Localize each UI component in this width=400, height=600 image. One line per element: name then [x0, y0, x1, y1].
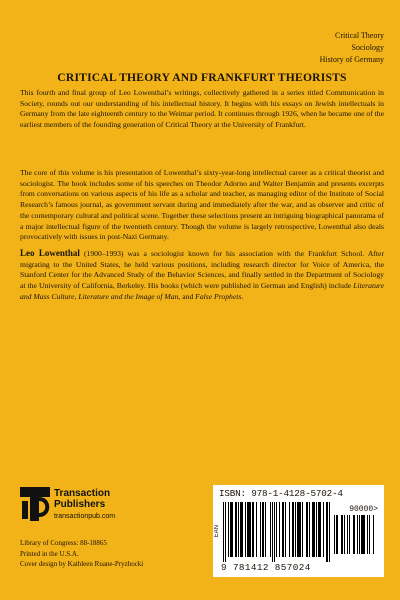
barcode-bar — [256, 502, 257, 557]
barcode-box — [213, 485, 384, 577]
barcode-bar — [225, 502, 226, 562]
description-paragraph: The core of this volume is his presentation of Lowenthal’s sixty-year-long intellectual career as a critical theorist and sociologist. The book includes some of his speeches on Theodor Adorno and Walter Benjamin and presents excerpts from conversations on various aspects of his life as a scholar and teacher, as managing editor of the Institute of Social Research’s famous journal, as government servant during and immediately after the war, and as observer and critic of the contemporary cultural and political scene. Together these selections present an intriguing biographical panorama of a major intellectual figure of the twentieth century. Though the volume is largely retrospective, Lowenthal also deals provocatively with issues in post-Nazi Germany. — [20, 168, 384, 242]
barcode-bar — [323, 502, 324, 557]
barcode-bar — [318, 502, 321, 557]
barcode-bar — [357, 515, 358, 554]
ean-label: EAN — [214, 525, 220, 538]
bio-separator: , and — [178, 291, 196, 301]
barcode-bar — [235, 502, 237, 557]
credit-line: Library of Congress: 88-18865 — [20, 539, 107, 547]
barcode-bar — [260, 502, 261, 557]
subject-categories — [320, 30, 384, 66]
book-title-ref: False Prophets — [195, 291, 242, 301]
barcode-bar — [295, 502, 296, 557]
barcode-bar — [223, 502, 224, 562]
barcode-bar — [228, 502, 229, 557]
barcode-bar — [238, 502, 239, 557]
barcode-bar — [359, 515, 360, 554]
credit-line: Printed in the U.S.A. — [20, 549, 79, 558]
book-title: CRITICAL THEORY AND FRANKFURT THEORISTS — [57, 71, 347, 84]
barcode-bar — [270, 502, 271, 557]
barcode-bar — [245, 502, 246, 557]
barcode-bar — [349, 515, 350, 554]
barcode-bar — [285, 502, 286, 557]
barcode-bar — [312, 502, 315, 557]
barcode-bar — [336, 515, 338, 554]
bio-end: . — [241, 291, 244, 301]
barcode-bar — [326, 502, 328, 562]
barcode-bar — [316, 502, 317, 557]
barcode-bar — [302, 502, 303, 557]
description-paragraph: This fourth and final group of Leo Lowenthal’s writings, collectively gathered in a series titled Communication in Society, rounds out our understanding of his intellectual history. It begins with his essays on Jewish intellectuals in Germany from the late eighteenth century to the Weimar period. It continues through 1926, when he became one of the earliest members of the founding generation of Critical Theory at the University of Frankfurt. — [20, 88, 384, 130]
addon-barcode — [334, 515, 378, 559]
barcode-bar — [265, 502, 266, 557]
author-name: Leo Lowenthal — [20, 248, 80, 258]
publisher-name-line2: Publishers — [54, 499, 106, 510]
barcode-bar — [329, 502, 330, 562]
publisher-name-line1: Transaction — [54, 488, 111, 499]
bio-separator: , — [74, 291, 79, 301]
barcode-bar — [262, 502, 264, 557]
barcode-bar — [309, 502, 310, 557]
subject-item: History of Germany — [319, 55, 384, 64]
barcode-bar — [344, 515, 345, 554]
barcode-bar — [274, 502, 275, 562]
book-title-ref: Literature and the Image of Man — [78, 291, 179, 301]
barcode-bar — [252, 502, 254, 557]
bio-text: (1900–1993) was a sociologist known for his association with the Frankfurt School. After migrating to the United States, he held various positions, including research director for Voice of America, the Stanford Center for the Advanced Study of the Behavior Sciences, and finally settled in the Department of Sociology at the University of California, Berkeley. His books (which were published in German and English) include — [20, 249, 384, 291]
barcode-bar — [240, 502, 243, 557]
barcode-bar — [361, 515, 365, 554]
ean-barcode — [223, 502, 335, 562]
subject-item: Sociology — [351, 43, 384, 52]
isbn-label: ISBN: 978-1-4128-5702-4 — [219, 488, 343, 499]
barcode-bar — [247, 502, 251, 557]
barcode-bar — [334, 515, 335, 554]
barcode-bar — [369, 515, 370, 554]
barcode-bar — [279, 502, 280, 557]
subject-item: Critical Theory — [335, 31, 384, 40]
barcode-bar — [353, 515, 355, 554]
barcode-bar — [272, 502, 273, 562]
transaction-logo-icon — [20, 487, 50, 523]
publisher-logo — [20, 487, 115, 523]
barcode-bar — [292, 502, 294, 557]
author-bio — [20, 248, 384, 303]
credit-line: Cover design by Kathleen Ruane-Pryzhocki — [20, 560, 144, 569]
barcode-bar — [373, 515, 374, 554]
barcode-bar — [297, 502, 301, 557]
barcode-bar — [282, 502, 284, 557]
credits — [20, 538, 143, 570]
barcode-digits: 9 781412 857024 — [221, 562, 311, 573]
barcode-bar — [341, 515, 343, 554]
barcode-bar — [306, 502, 308, 557]
book-title-ref: Literature and Mass Culture — [20, 281, 384, 301]
barcode-bar — [289, 502, 290, 557]
barcode-bar — [276, 502, 277, 557]
price-code: 90000> — [349, 505, 378, 514]
barcode-bar — [230, 502, 233, 557]
barcode-bar — [347, 515, 348, 554]
barcode-bar — [367, 515, 368, 554]
publisher-url: transactionpub.com — [54, 513, 116, 520]
